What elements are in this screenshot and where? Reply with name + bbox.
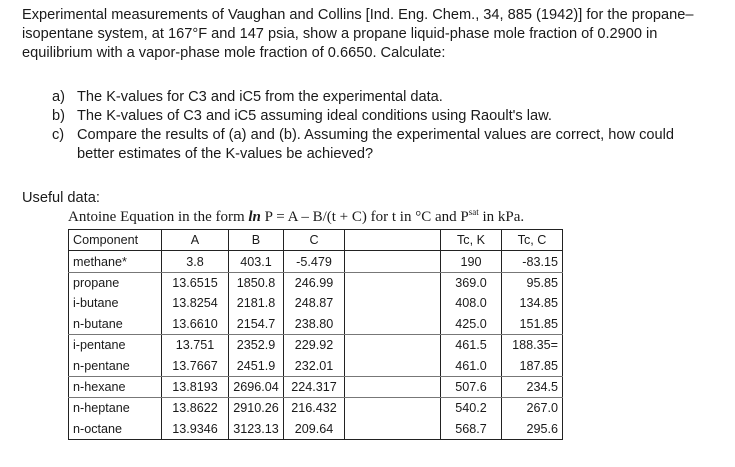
cell-c: 209.64 — [284, 419, 345, 440]
cell-b: 2910.26 — [229, 398, 284, 419]
cell-b: 2696.04 — [229, 376, 284, 397]
cell-component: n-butane — [69, 314, 162, 335]
cell-component: n-octane — [69, 419, 162, 440]
cell-a: 13.8193 — [162, 376, 229, 397]
cell-c: 232.01 — [284, 355, 345, 376]
table-gap — [345, 230, 441, 251]
cell-b: 3123.13 — [229, 419, 284, 440]
antoine-text-1: Antoine Equation in the form — [68, 209, 245, 225]
question-text — [77, 126, 722, 164]
cell-tc-k: 408.0 — [441, 293, 502, 313]
cell-tc-k: 190 — [441, 251, 502, 272]
cell-b: 403.1 — [229, 251, 284, 272]
question-c — [52, 126, 722, 164]
table-gap — [345, 314, 441, 335]
table-gap — [345, 419, 441, 440]
cell-b: 2451.9 — [229, 355, 284, 376]
problem-line-1: Experimental measurements of Vaughan and Collins [Ind. Eng. Chem., 34, 885 (1942)] for the propane– — [22, 7, 694, 23]
header-tc-c: Tc, C — [502, 230, 563, 251]
cell-a: 13.8254 — [162, 293, 229, 313]
cell-a: 3.8 — [162, 251, 229, 272]
cell-tc-c: 187.85 — [502, 355, 563, 376]
header-b: B — [229, 230, 284, 251]
cell-c: -5.479 — [284, 251, 345, 272]
table-gap — [345, 293, 441, 313]
cell-a: 13.8622 — [162, 398, 229, 419]
table-gap — [345, 334, 441, 355]
table-gap — [345, 398, 441, 419]
cell-c: 224.317 — [284, 376, 345, 397]
table-row — [69, 293, 563, 313]
question-text-line-1: Compare the results of (a) and (b). Assuming the experimental values are correct, how could — [77, 127, 675, 143]
problem-line-3: equilibrium with a vapor-phase mole fraction of 0.6650. Calculate: — [22, 45, 446, 61]
header-tc-k: Tc, K — [441, 230, 502, 251]
cell-c: 238.80 — [284, 314, 345, 335]
cell-component: n-heptane — [69, 398, 162, 419]
table-header-row — [69, 230, 563, 251]
cell-component: i-pentane — [69, 334, 162, 355]
table-row — [69, 334, 563, 355]
question-text: The K-values of C3 and iC5 assuming ideal conditions using Raoult's law. — [77, 108, 552, 124]
table-row — [69, 272, 563, 293]
header-component: Component — [69, 230, 162, 251]
cell-c: 216.432 — [284, 398, 345, 419]
cell-tc-k: 568.7 — [441, 419, 502, 440]
table-gap — [345, 272, 441, 293]
header-a: A — [162, 230, 229, 251]
table-row — [69, 419, 563, 440]
question-list — [52, 88, 722, 164]
question-label: c) — [52, 127, 65, 143]
question-a — [52, 88, 722, 107]
cell-tc-c: 234.5 — [502, 376, 563, 397]
cell-tc-c: 95.85 — [502, 272, 563, 293]
antoine-equation — [68, 207, 524, 226]
table-gap — [345, 376, 441, 397]
question-b — [52, 107, 722, 126]
cell-tc-c: 134.85 — [502, 293, 563, 313]
table-row — [69, 251, 563, 272]
antoine-ln: ln — [248, 209, 261, 225]
antoine-sup: sat — [468, 207, 479, 217]
problem-statement — [22, 6, 722, 63]
cell-b: 2154.7 — [229, 314, 284, 335]
table-row — [69, 398, 563, 419]
table-row — [69, 376, 563, 397]
antoine-text-3: in kPa. — [478, 209, 525, 225]
cell-component: propane — [69, 272, 162, 293]
cell-b: 1850.8 — [229, 272, 284, 293]
antoine-constants-table — [68, 229, 563, 440]
cell-tc-k: 461.0 — [441, 355, 502, 376]
cell-c: 246.99 — [284, 272, 345, 293]
problem-line-2: isopentane system, at 167°F and 147 psia, show a propane liquid-phase mole fraction of 0.2900 in — [22, 26, 658, 42]
table-row — [69, 314, 563, 335]
cell-tc-k: 369.0 — [441, 272, 502, 293]
cell-b: 2352.9 — [229, 334, 284, 355]
table-gap — [345, 251, 441, 272]
question-label: a) — [52, 89, 65, 105]
question-label: b) — [52, 108, 65, 124]
cell-tc-k: 461.5 — [441, 334, 502, 355]
cell-component: n-hexane — [69, 376, 162, 397]
question-text-line-2: better estimates of the K-values be achieved? — [77, 146, 374, 162]
cell-component: n-pentane — [69, 355, 162, 376]
cell-tc-k: 540.2 — [441, 398, 502, 419]
cell-tc-c: 267.0 — [502, 398, 563, 419]
cell-a: 13.6515 — [162, 272, 229, 293]
table-gap — [345, 355, 441, 376]
cell-a: 13.751 — [162, 334, 229, 355]
cell-tc-c: 151.85 — [502, 314, 563, 335]
useful-data-label: Useful data: — [22, 190, 100, 206]
cell-a: 13.7667 — [162, 355, 229, 376]
header-c: C — [284, 230, 345, 251]
cell-component: i-butane — [69, 293, 162, 313]
cell-tc-c: -83.15 — [502, 251, 563, 272]
cell-c: 229.92 — [284, 334, 345, 355]
cell-tc-c: 295.6 — [502, 419, 563, 440]
cell-b: 2181.8 — [229, 293, 284, 313]
cell-component: methane* — [69, 251, 162, 272]
cell-a: 13.6610 — [162, 314, 229, 335]
cell-tc-k: 425.0 — [441, 314, 502, 335]
cell-a: 13.9346 — [162, 419, 229, 440]
table-row — [69, 355, 563, 376]
cell-tc-c: 188.35= — [502, 334, 563, 355]
cell-tc-k: 507.6 — [441, 376, 502, 397]
cell-c: 248.87 — [284, 293, 345, 313]
question-text: The K-values for C3 and iC5 from the experimental data. — [77, 89, 443, 105]
antoine-text-2: P = A – B/(t + C) for t in °C and P — [264, 209, 469, 225]
